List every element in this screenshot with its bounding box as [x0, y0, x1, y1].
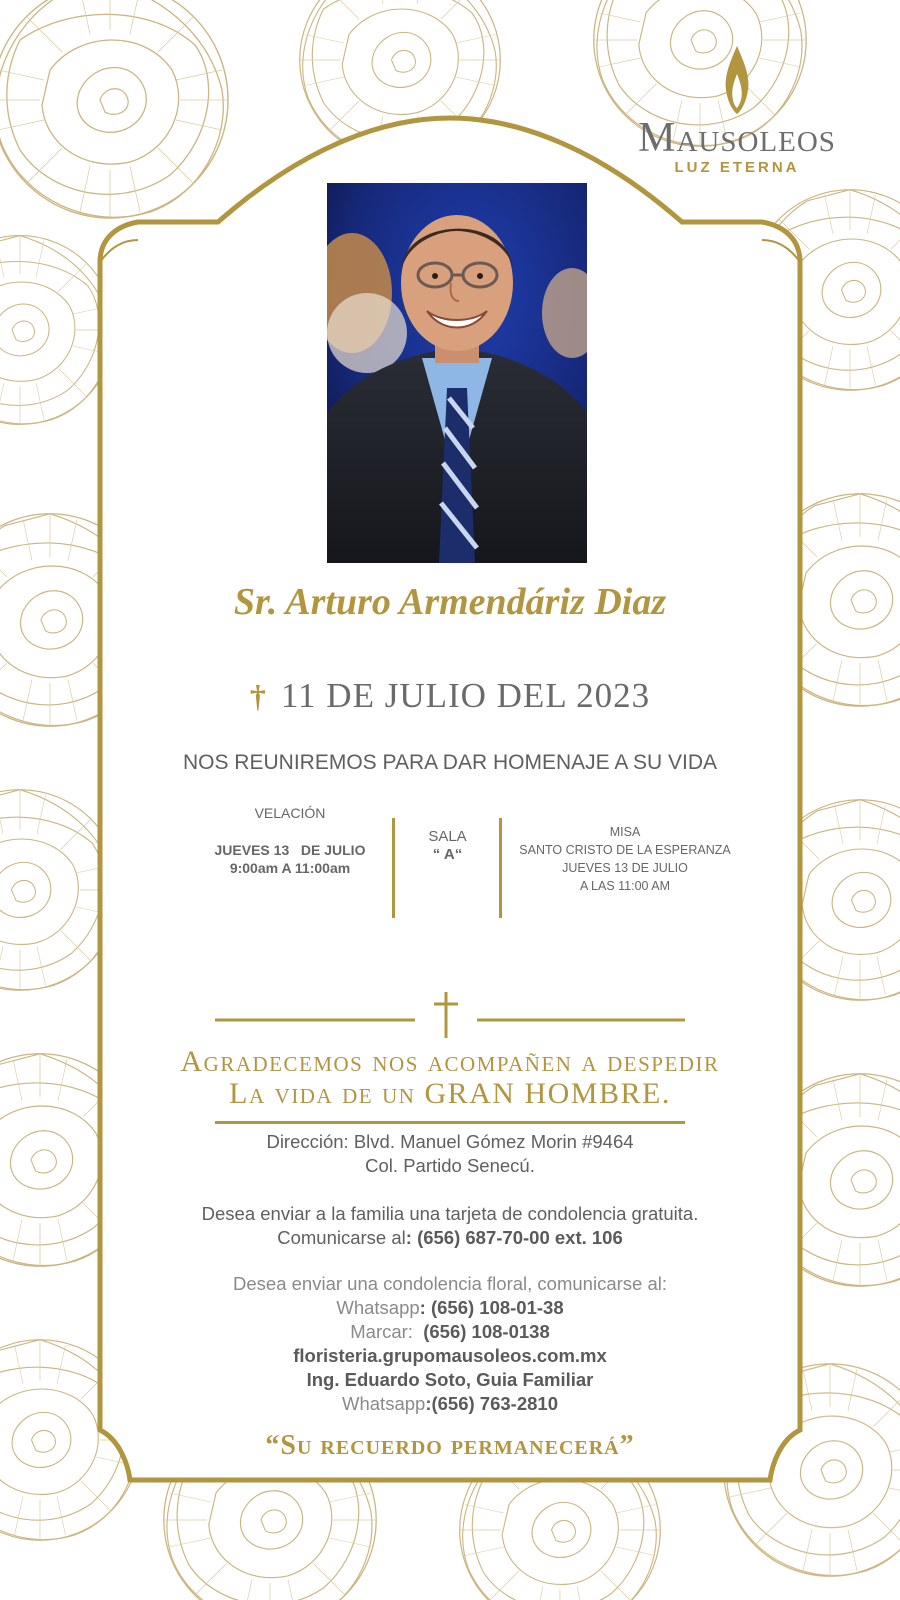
floral-whatsapp-phone[interactable]: : (656) 108-01-38 [419, 1297, 564, 1318]
logo-subtitle: LUZ ETERNA [674, 159, 800, 176]
floral-call-phone[interactable]: (656) 108-0138 [423, 1321, 550, 1342]
floral-call-label: Marcar: [350, 1321, 413, 1342]
velacion-time: 9:00am A 11:00am [229, 860, 351, 876]
divider-left [392, 818, 395, 918]
condolence-card-contact [0, 1226, 900, 1250]
portrait-image [327, 183, 587, 563]
address-block [0, 1130, 900, 1178]
thanks-underline [215, 1121, 685, 1124]
homage-text: NOS REUNIREMOS PARA DAR HOMENAJE A SU VIDA [182, 751, 718, 774]
guide-whatsapp-phone[interactable]: :(656) 763-2810 [425, 1393, 558, 1414]
thanks-line-2: La vida de un GRAN HOMBRE. [229, 1077, 671, 1110]
condolence-card-block [0, 1202, 900, 1250]
floral-whatsapp [0, 1296, 900, 1320]
guide-whatsapp-label: Whatsapp [342, 1393, 426, 1414]
thanks-line-1: Agradecemos nos acompañen a despedir [180, 1045, 720, 1078]
floral-whatsapp-label: Whatsapp [336, 1297, 420, 1318]
guide-whatsapp [0, 1392, 900, 1416]
deceased-photo [327, 183, 587, 563]
cross-divider [215, 990, 685, 1040]
cross-icon: † [249, 678, 267, 714]
address-line-2: Col. Partido Senecú. [365, 1155, 535, 1176]
velacion-label: VELACIÓN [254, 805, 326, 821]
misa-time: A LAS 11:00 AM [579, 879, 671, 893]
misa-label: MISA [609, 825, 641, 839]
cross-icon [434, 992, 458, 1038]
sala-value: “ A“ [432, 846, 463, 863]
velacion-block [200, 805, 380, 877]
condolence-card-phone[interactable]: : (656) 687-70-00 ext. 106 [405, 1227, 623, 1248]
floral-intro: Desea enviar una condolencia floral, comunicarse al: [233, 1273, 667, 1294]
misa-day: JUEVES 13 DE JULIO [562, 861, 688, 875]
deceased-name: Sr. Arturo Armendáriz Diaz [233, 581, 667, 623]
velacion-day: JUEVES 13 DE JULIO [214, 842, 366, 858]
misa-place: SANTO CRISTO DE LA ESPERANZA [519, 843, 731, 857]
thanks-message [0, 1046, 900, 1110]
floral-website-link[interactable]: floristeria.grupomausoleos.com.mx [293, 1345, 607, 1366]
family-guide-name: Ing. Eduardo Soto, Guia Familiar [306, 1369, 594, 1390]
condolence-card-prefix: Comunicarse al [277, 1227, 406, 1248]
death-date-line [0, 676, 900, 716]
divider-right [499, 818, 502, 918]
brand-logo [612, 44, 862, 184]
death-date: 11 DE JULIO DEL 2023 [280, 676, 651, 715]
sala-block [405, 828, 490, 864]
misa-block [510, 823, 740, 895]
floral-block [0, 1272, 900, 1416]
sala-label: SALA [428, 828, 467, 845]
floral-call [0, 1320, 900, 1344]
address-line-1: Dirección: Blvd. Manuel Gómez Morin #9464 [266, 1131, 634, 1152]
logo-name: Mausoleos [638, 115, 836, 161]
closing-quote: “Su recuerdo permanecerá” [265, 1430, 635, 1461]
flame-icon [722, 44, 752, 116]
condolence-card-text: Desea enviar a la familia una tarjeta de condolencia gratuita. [201, 1203, 699, 1224]
